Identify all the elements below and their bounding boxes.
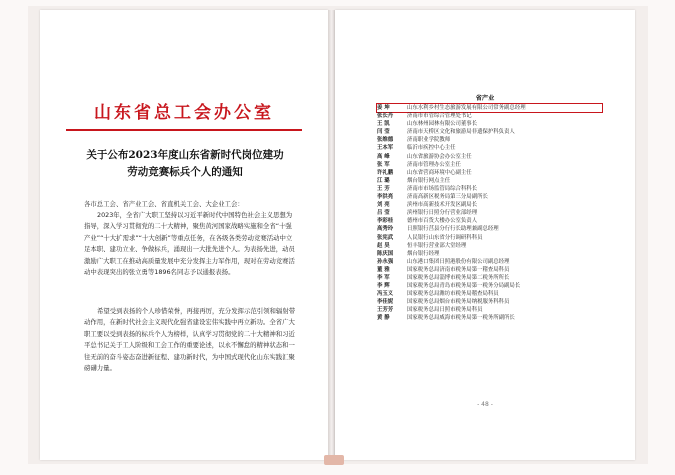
honoree-name: 吕 莹 xyxy=(377,210,390,217)
list-row xyxy=(377,112,602,120)
honoree-position: 烟台银行经理 xyxy=(407,250,440,257)
list-row xyxy=(377,136,602,144)
honoree-position: 济南市管理办公室主任 xyxy=(407,161,461,168)
list-row xyxy=(377,274,602,282)
salutation: 各市总工会、省产业工会、省直机关工会、大企业工会： xyxy=(84,200,244,208)
body-paragraph-2: 希望受到表扬的个人珍惜荣誉，再接再厉，充分发挥示范引领和辐射带动作用，在新时代社会主义现代化强省建设宏伟实践中再立新功。全省广大职工要以受到表扬的标兵个人为榜样，认真学习贯彻党的二十大精神和习近平总书记关于工人阶级和工会工作的重要论述，以永不懈怠的精神状态和一往无前的奋斗姿态奋进新征程、建功新时代，为中国式现代化山东实践汇聚磅礴力量。 xyxy=(84,307,296,373)
honoree-position: 济南市市管综合管理处书记 xyxy=(407,113,472,120)
honoree-name: 王本军 xyxy=(377,145,394,152)
honoree-name: 王 芳 xyxy=(377,185,390,192)
honoree-position: 滨州银行日照分行营业部经理 xyxy=(407,210,478,217)
honoree-position: 国家税务总局烟台市税务局纳税服务科科员 xyxy=(407,299,510,306)
right-page xyxy=(335,10,635,460)
list-row xyxy=(377,314,602,322)
honoree-position: 日照银行莒县分行行长助理兼副总经理 xyxy=(407,226,499,233)
list-row xyxy=(377,128,602,136)
list-row xyxy=(377,290,602,298)
honoree-name: 李洪亮 xyxy=(377,194,394,201)
list-row xyxy=(377,144,602,152)
highlighted-list-row xyxy=(377,104,602,112)
honoree-name: 王 凯 xyxy=(377,121,390,128)
honoree-name: 高秀玲 xyxy=(377,226,394,233)
left-page xyxy=(40,10,328,460)
list-row xyxy=(377,201,602,209)
book-spine xyxy=(328,10,335,460)
honoree-name: 李彩桂 xyxy=(377,218,394,225)
honoree-name: 张宪武 xyxy=(377,234,394,241)
honoree-position: 国家税务总局淄博市税务局第二税务所所长 xyxy=(407,274,510,281)
honoree-position: 济南市市场监管局综合科科长 xyxy=(407,185,478,192)
list-row xyxy=(377,225,602,233)
honoree-name: 姜 坤 xyxy=(377,105,390,111)
honoree-position: 滨州市高新技术开发区副局长 xyxy=(407,202,478,209)
honoree-position: 山东省营商环境中心副主任 xyxy=(407,169,472,176)
honoree-name: 孙永强 xyxy=(377,258,394,265)
list-row xyxy=(377,161,602,169)
list-row xyxy=(377,177,602,185)
honoree-name: 李 辉 xyxy=(377,283,390,290)
honoree-name: 张 军 xyxy=(377,161,390,168)
honoree-name: 刘 亮 xyxy=(377,202,390,209)
page-number: - 48 - xyxy=(477,401,493,408)
honoree-name: 冯玉义 xyxy=(377,291,394,298)
list-row xyxy=(377,120,602,128)
honoree-position: 德州市百货大楼办公室负责人 xyxy=(407,218,478,225)
honoree-name: 张长丹 xyxy=(377,113,394,120)
list-row xyxy=(377,250,602,258)
red-divider-line xyxy=(66,129,302,131)
category-heading: 省产业 xyxy=(475,95,495,102)
honoree-name: 许礼鹏 xyxy=(377,169,394,176)
list-row xyxy=(377,298,602,306)
list-row xyxy=(377,258,602,266)
list-row xyxy=(377,282,602,290)
notice-title-line-1: 关于公布2023年度山东省新时代岗位建功 xyxy=(86,149,284,161)
honoree-name: 李佳妮 xyxy=(377,299,394,306)
honoree-position: 山东省旅游协会办公室主任 xyxy=(407,153,472,160)
honoree-name: 李 军 xyxy=(377,274,390,281)
list-row xyxy=(377,306,602,314)
notice-title-line-2: 劳动竞赛标兵个人的通知 xyxy=(127,166,243,178)
list-row xyxy=(377,266,602,274)
list-row xyxy=(377,153,602,161)
list-row xyxy=(377,185,602,193)
list-row xyxy=(377,209,602,217)
honoree-name: 闫 莹 xyxy=(377,129,390,136)
honoree-position: 人民银行山东省分行调研科科员 xyxy=(407,234,483,241)
honoree-name: 陈庆国 xyxy=(377,250,394,257)
honoree-name: 赵 昊 xyxy=(377,242,390,249)
honoree-position: 烟台银行网点主任 xyxy=(407,177,451,184)
honoree-name: 江 璐 xyxy=(377,177,390,184)
honoree-name: 王芳芳 xyxy=(377,307,394,314)
body-paragraph-1: 2023年，全省广大职工坚持以习近平新时代中国特色社会主义思想为指导，深入学习贯彻党的二十大精神，聚焦黄河国家战略实施和全省“十强产业”“十大扩需求”“十大创新”等重点任务，在各级各类劳动竞赛活动中立足本职、建功立业、争做标兵，涌现出一大批先进个人。为表扬先进，动员激励广大职工在推动高质量发展中充分发挥主力军作用，现对在劳动竞赛活动中表现突出的张立勇等1896名同志予以通报表扬。 xyxy=(84,211,295,277)
honoree-name: 黄 静 xyxy=(377,315,390,322)
honoree-position: 国家税务总局济南市税务局第一稽查局科员 xyxy=(407,266,510,273)
honoree-position: 国家税务总局威海市税务局第一税务所副所长 xyxy=(407,315,515,322)
page-tab-marker xyxy=(324,455,344,465)
office-title: 山东省总工会办公室 xyxy=(94,103,274,123)
honoree-position: 山东水利乡村生态旅游发展有限公司常务副总经理 xyxy=(407,105,526,111)
list-row xyxy=(377,193,602,201)
honoree-name: 高 峰 xyxy=(377,153,390,160)
honoree-name: 张维德 xyxy=(377,137,394,144)
notice-title xyxy=(70,147,300,181)
honoree-position: 济南市天桥区文化和旅游局非遗保护科负责人 xyxy=(407,129,515,136)
list-row xyxy=(377,217,602,225)
honoree-position: 山东林州园林有限公司董事长 xyxy=(407,121,478,128)
honoree-list xyxy=(377,104,602,323)
honoree-position: 国家税务总局日照市税务局科员 xyxy=(407,307,483,314)
honoree-position: 山东港口集团日照港股份有限公司副总经理 xyxy=(407,258,510,265)
honoree-position: 济南高新区税务局第三分局副所长 xyxy=(407,194,488,201)
list-row xyxy=(377,234,602,242)
list-row xyxy=(377,169,602,177)
honoree-position: 临沂市疾控中心主任 xyxy=(407,145,456,152)
honoree-position: 恒丰银行营业部大堂经理 xyxy=(407,242,467,249)
honoree-name: 董 雅 xyxy=(377,266,390,273)
honoree-position: 济南职业学院教师 xyxy=(407,137,451,144)
honoree-position: 国家税务总局潍坊市税务局稽查局科员 xyxy=(407,291,499,298)
list-row xyxy=(377,242,602,250)
honoree-position: 国家税务总局青岛市税务局第一税务分局副局长 xyxy=(407,283,521,290)
